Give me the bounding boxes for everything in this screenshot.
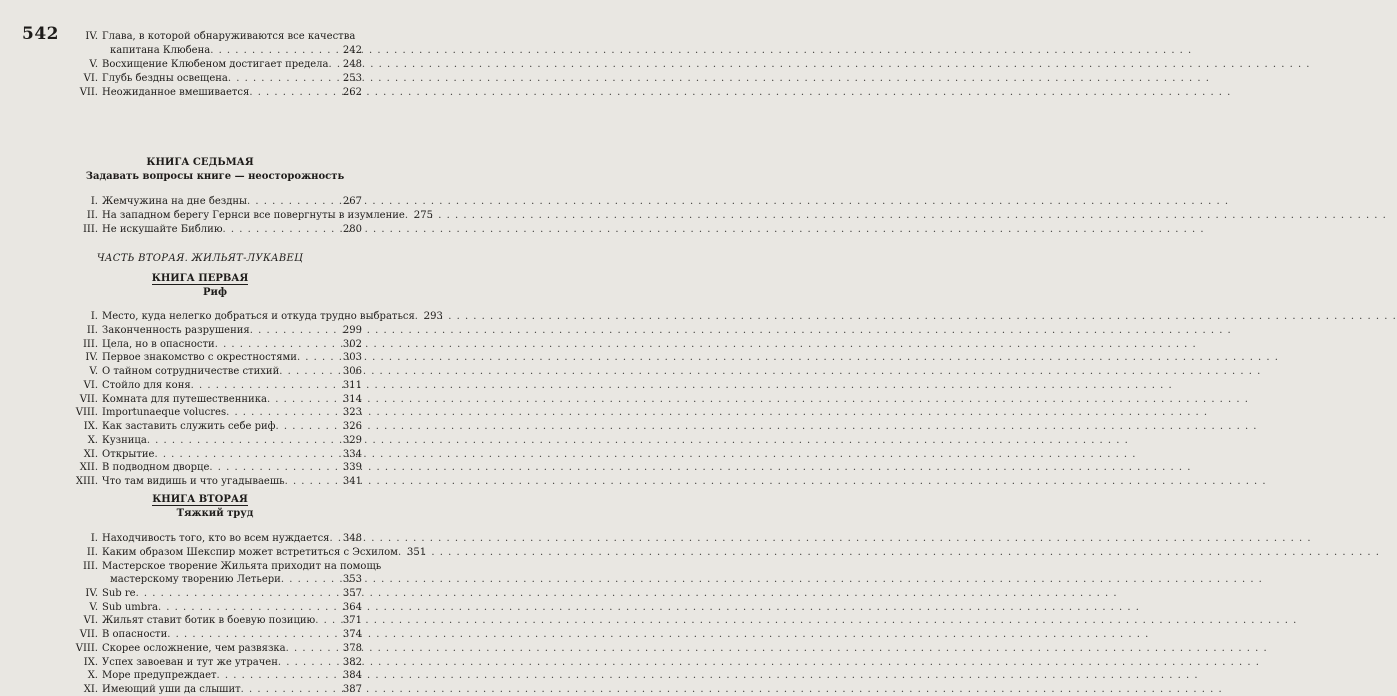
toc-entry-number: VIII. — [75, 407, 98, 419]
leader-dots — [167, 628, 342, 641]
toc-entry — [40, 461, 362, 474]
toc-entry-number: IV. — [85, 587, 98, 599]
toc-entry-page: 248 — [342, 58, 362, 70]
toc-entry-title: Что там видишь и что угадываешь — [102, 476, 285, 487]
toc-entry-page: 267 — [342, 196, 362, 207]
toc-entry-number: VII. — [79, 86, 98, 98]
toc-entry — [40, 86, 362, 99]
toc-entry-title: Importunaeque volucres — [102, 407, 227, 419]
toc-entry-number: XI. — [83, 448, 98, 460]
leader-dots — [297, 351, 342, 364]
toc-entry — [40, 338, 362, 351]
leader-dots — [249, 86, 342, 99]
leader-dots — [247, 195, 342, 208]
leader-dots — [281, 573, 342, 586]
toc-entry-title: Имеющий уши да слышит — [102, 684, 241, 695]
toc-entry-page: 311 — [342, 379, 362, 391]
book-seven-heading: КНИГА СЕДЬМАЯ — [146, 157, 254, 168]
toc-entry-page: 302 — [342, 338, 362, 350]
toc-entry-title: Каким образом Шекспир может встретиться с Эсхилом — [102, 546, 398, 558]
leader-dots — [250, 324, 342, 337]
book-two-subtitle: Тяжкий труд — [176, 508, 254, 519]
book-two-heading: КНИГА ВТОРАЯ — [152, 494, 248, 505]
toc-entry-page: 329 — [342, 434, 362, 446]
toc-entry-title: Находчивость того, кто во всем нуждается — [102, 533, 330, 544]
toc-entry-number: I. — [90, 311, 98, 322]
toc-entry-title: мастерскому творению Летьери — [110, 574, 281, 585]
toc-entry-title: Как заставить служить себе риф — [102, 421, 276, 432]
toc-entry — [40, 601, 362, 614]
toc-entry-page: 341 — [342, 476, 362, 487]
toc-entry-title: Стойло для коня — [102, 379, 191, 391]
toc-page — [0, 0, 443, 695]
toc-entry-number: XI. — [83, 684, 98, 695]
toc-entry — [40, 656, 362, 669]
leader-dots — [228, 72, 342, 85]
toc-entry-title: Жильят ставит ботик в боевую позицию — [102, 615, 316, 627]
leader-dots — [223, 223, 342, 236]
toc-entry-page: 253 — [342, 72, 362, 84]
toc-entry-number: I. — [90, 196, 98, 207]
toc-entry — [40, 324, 362, 337]
toc-entry-title: В опасности — [102, 629, 168, 640]
toc-entry-page: 242 — [342, 44, 362, 56]
leader-dots — [286, 642, 342, 655]
leader-dots — [398, 546, 406, 559]
toc-entry-number: I. — [90, 533, 98, 544]
toc-entry-page: 382 — [342, 656, 362, 668]
page-number: 542 — [22, 24, 59, 44]
toc-entry-page: 351 — [406, 546, 427, 558]
toc-entry-number: II. — [86, 546, 98, 558]
toc-entry-page: 262 — [342, 86, 362, 98]
toc-entry-number: VI. — [83, 379, 98, 391]
toc-entry-title: Кузница — [102, 434, 147, 446]
toc-entry — [40, 448, 362, 461]
toc-entry-title: Место, куда нелегко добраться и откуда трудно выбраться — [102, 311, 415, 322]
book-one-heading: КНИГА ПЕРВАЯ — [151, 273, 249, 284]
toc-entry-page: 323 — [342, 407, 362, 419]
toc-entry-number: XIII. — [75, 476, 98, 487]
toc-entry-page: 306 — [342, 366, 362, 377]
toc-entry-number: II. — [86, 324, 98, 336]
toc-entry-number: V. — [89, 366, 98, 377]
toc-entry — [40, 379, 362, 392]
toc-entry-number: III. — [82, 224, 98, 236]
leader-dots — [191, 379, 342, 392]
toc-entry-title: Не искушайте Библию — [102, 224, 223, 236]
toc-entry-line: Глава, в которой обнаруживаются все качества — [102, 31, 356, 42]
leader-dots — [415, 310, 423, 323]
toc-entry-page: 384 — [342, 670, 362, 682]
toc-entry-title: О тайном сотрудничестве стихий — [102, 366, 280, 377]
toc-entry — [110, 44, 362, 57]
toc-entry-title: Неожиданное вмешивается — [102, 86, 250, 98]
toc-entry-title: Успех завоеван и тут же утрачен — [102, 656, 278, 668]
leader-dots — [226, 406, 342, 419]
toc-entry-title: Жемчужина на дне бездны — [102, 196, 247, 207]
toc-entry-page: 275 — [413, 210, 433, 222]
toc-entry — [40, 434, 362, 447]
toc-entry-title: Море предупреждает — [102, 670, 217, 682]
toc-entry-title: Sub re — [102, 587, 136, 599]
toc-entry-page: 353 — [342, 574, 362, 585]
toc-entry-title: Глубь бездны освещена — [102, 72, 228, 84]
toc-entry — [40, 642, 362, 655]
toc-entry-number: XII. — [79, 462, 98, 474]
toc-entry — [40, 420, 362, 433]
toc-entry-title: В подводном дворце — [102, 462, 210, 474]
toc-entry-title: Открытие — [102, 448, 155, 460]
toc-entry — [40, 351, 362, 364]
toc-entry-page: 357 — [342, 587, 362, 599]
leader-dots — [279, 365, 342, 378]
toc-entry-number: VII. — [79, 393, 98, 405]
toc-entry — [40, 393, 362, 406]
toc-entry-page: 378 — [342, 642, 362, 654]
toc-entry — [40, 683, 362, 696]
toc-entry-number: IX. — [83, 656, 98, 668]
toc-entry — [40, 209, 433, 222]
toc-entry-page: 364 — [342, 601, 362, 613]
toc-entry-page: 280 — [342, 224, 362, 236]
leader-dots — [158, 601, 342, 614]
toc-entry-page: 339 — [342, 462, 362, 474]
toc-entry — [40, 546, 427, 559]
toc-entry-page: 348 — [342, 533, 362, 544]
toc-entry — [40, 614, 362, 627]
book-one-subtitle: Риф — [203, 287, 227, 298]
toc-entry-title: Sub umbra — [102, 601, 158, 613]
leader-dots — [405, 209, 413, 222]
toc-entry-line: Мастерское творение Жильята приходит на помощь — [102, 560, 382, 572]
toc-entry — [40, 223, 362, 236]
toc-entry — [40, 587, 362, 600]
leader-dots — [147, 434, 342, 447]
toc-entry-page: 299 — [342, 324, 362, 336]
toc-entry — [40, 195, 362, 208]
toc-entry-number: IV. — [85, 352, 98, 364]
toc-entry-number: X. — [87, 434, 98, 446]
leader-dots — [136, 587, 342, 600]
toc-entry — [40, 310, 443, 323]
toc-entry-title: Первое знакомство с окрестностями — [102, 352, 297, 364]
toc-entry — [40, 669, 362, 682]
toc-entry-page: 387 — [342, 684, 362, 695]
toc-entry-number: IX. — [83, 421, 98, 432]
leader-dots — [209, 461, 342, 474]
toc-entry-page: 314 — [342, 393, 362, 405]
toc-entry-page: 374 — [342, 629, 362, 640]
toc-entry-number: V. — [89, 601, 98, 613]
leader-dots — [285, 475, 342, 488]
toc-entry-number: VIII. — [75, 642, 98, 654]
toc-entry-page: 334 — [342, 448, 362, 460]
toc-entry — [40, 72, 362, 85]
toc-entry-page: 326 — [342, 421, 362, 432]
leader-dots — [215, 338, 342, 351]
toc-entry-title: капитана Клюбена — [110, 44, 211, 56]
leader-dots — [278, 656, 342, 669]
leader-dots — [315, 614, 342, 627]
leader-dots — [241, 683, 342, 696]
leader-dots — [154, 448, 341, 461]
toc-entry-number: VI. — [83, 72, 98, 84]
toc-entry-number: III. — [82, 560, 98, 572]
toc-entry-number: VII. — [79, 629, 98, 640]
toc-entry — [40, 532, 362, 545]
toc-entry-page: 303 — [342, 352, 362, 364]
toc-entry-page: 371 — [342, 615, 362, 627]
toc-entry-number: IV. — [85, 31, 98, 42]
toc-entry-title: Комната для путешественника — [102, 393, 267, 405]
toc-entry-page: 293 — [423, 311, 443, 322]
toc-entry — [110, 573, 362, 586]
leader-dots — [330, 532, 342, 545]
leader-dots — [275, 420, 341, 433]
toc-entry-title: Восхищение Клюбеном достигает предела — [102, 58, 329, 70]
toc-entry — [40, 406, 362, 419]
toc-entry — [40, 58, 362, 71]
toc-entry — [40, 365, 362, 378]
toc-entry-number: VI. — [83, 615, 98, 627]
toc-entry-title: Законченность разрушения — [102, 324, 250, 336]
leader-dots — [217, 669, 342, 682]
toc-entry-title: Цела, но в опасности — [102, 338, 215, 350]
toc-entry-title: На западном берегу Гернси все повергнуты в изумление — [102, 210, 405, 222]
toc-entry — [40, 628, 362, 641]
book-seven-subtitle: Задавать вопросы книге — неосторожность — [85, 171, 345, 182]
toc-entry-number: II. — [86, 210, 98, 222]
part-two-heading: ЧАСТЬ ВТОРАЯ. ЖИЛЬЯТ-ЛУКАВЕЦ — [96, 253, 304, 264]
leader-dots — [267, 393, 342, 406]
toc-entry-number: X. — [87, 670, 98, 682]
toc-entry-number: III. — [82, 338, 98, 350]
toc-entry — [40, 475, 362, 488]
toc-entry-title: Скорее осложнение, чем развязка — [102, 642, 286, 654]
toc-entry-number: V. — [89, 58, 98, 70]
leader-dots — [328, 58, 341, 71]
leader-dots — [210, 44, 342, 57]
